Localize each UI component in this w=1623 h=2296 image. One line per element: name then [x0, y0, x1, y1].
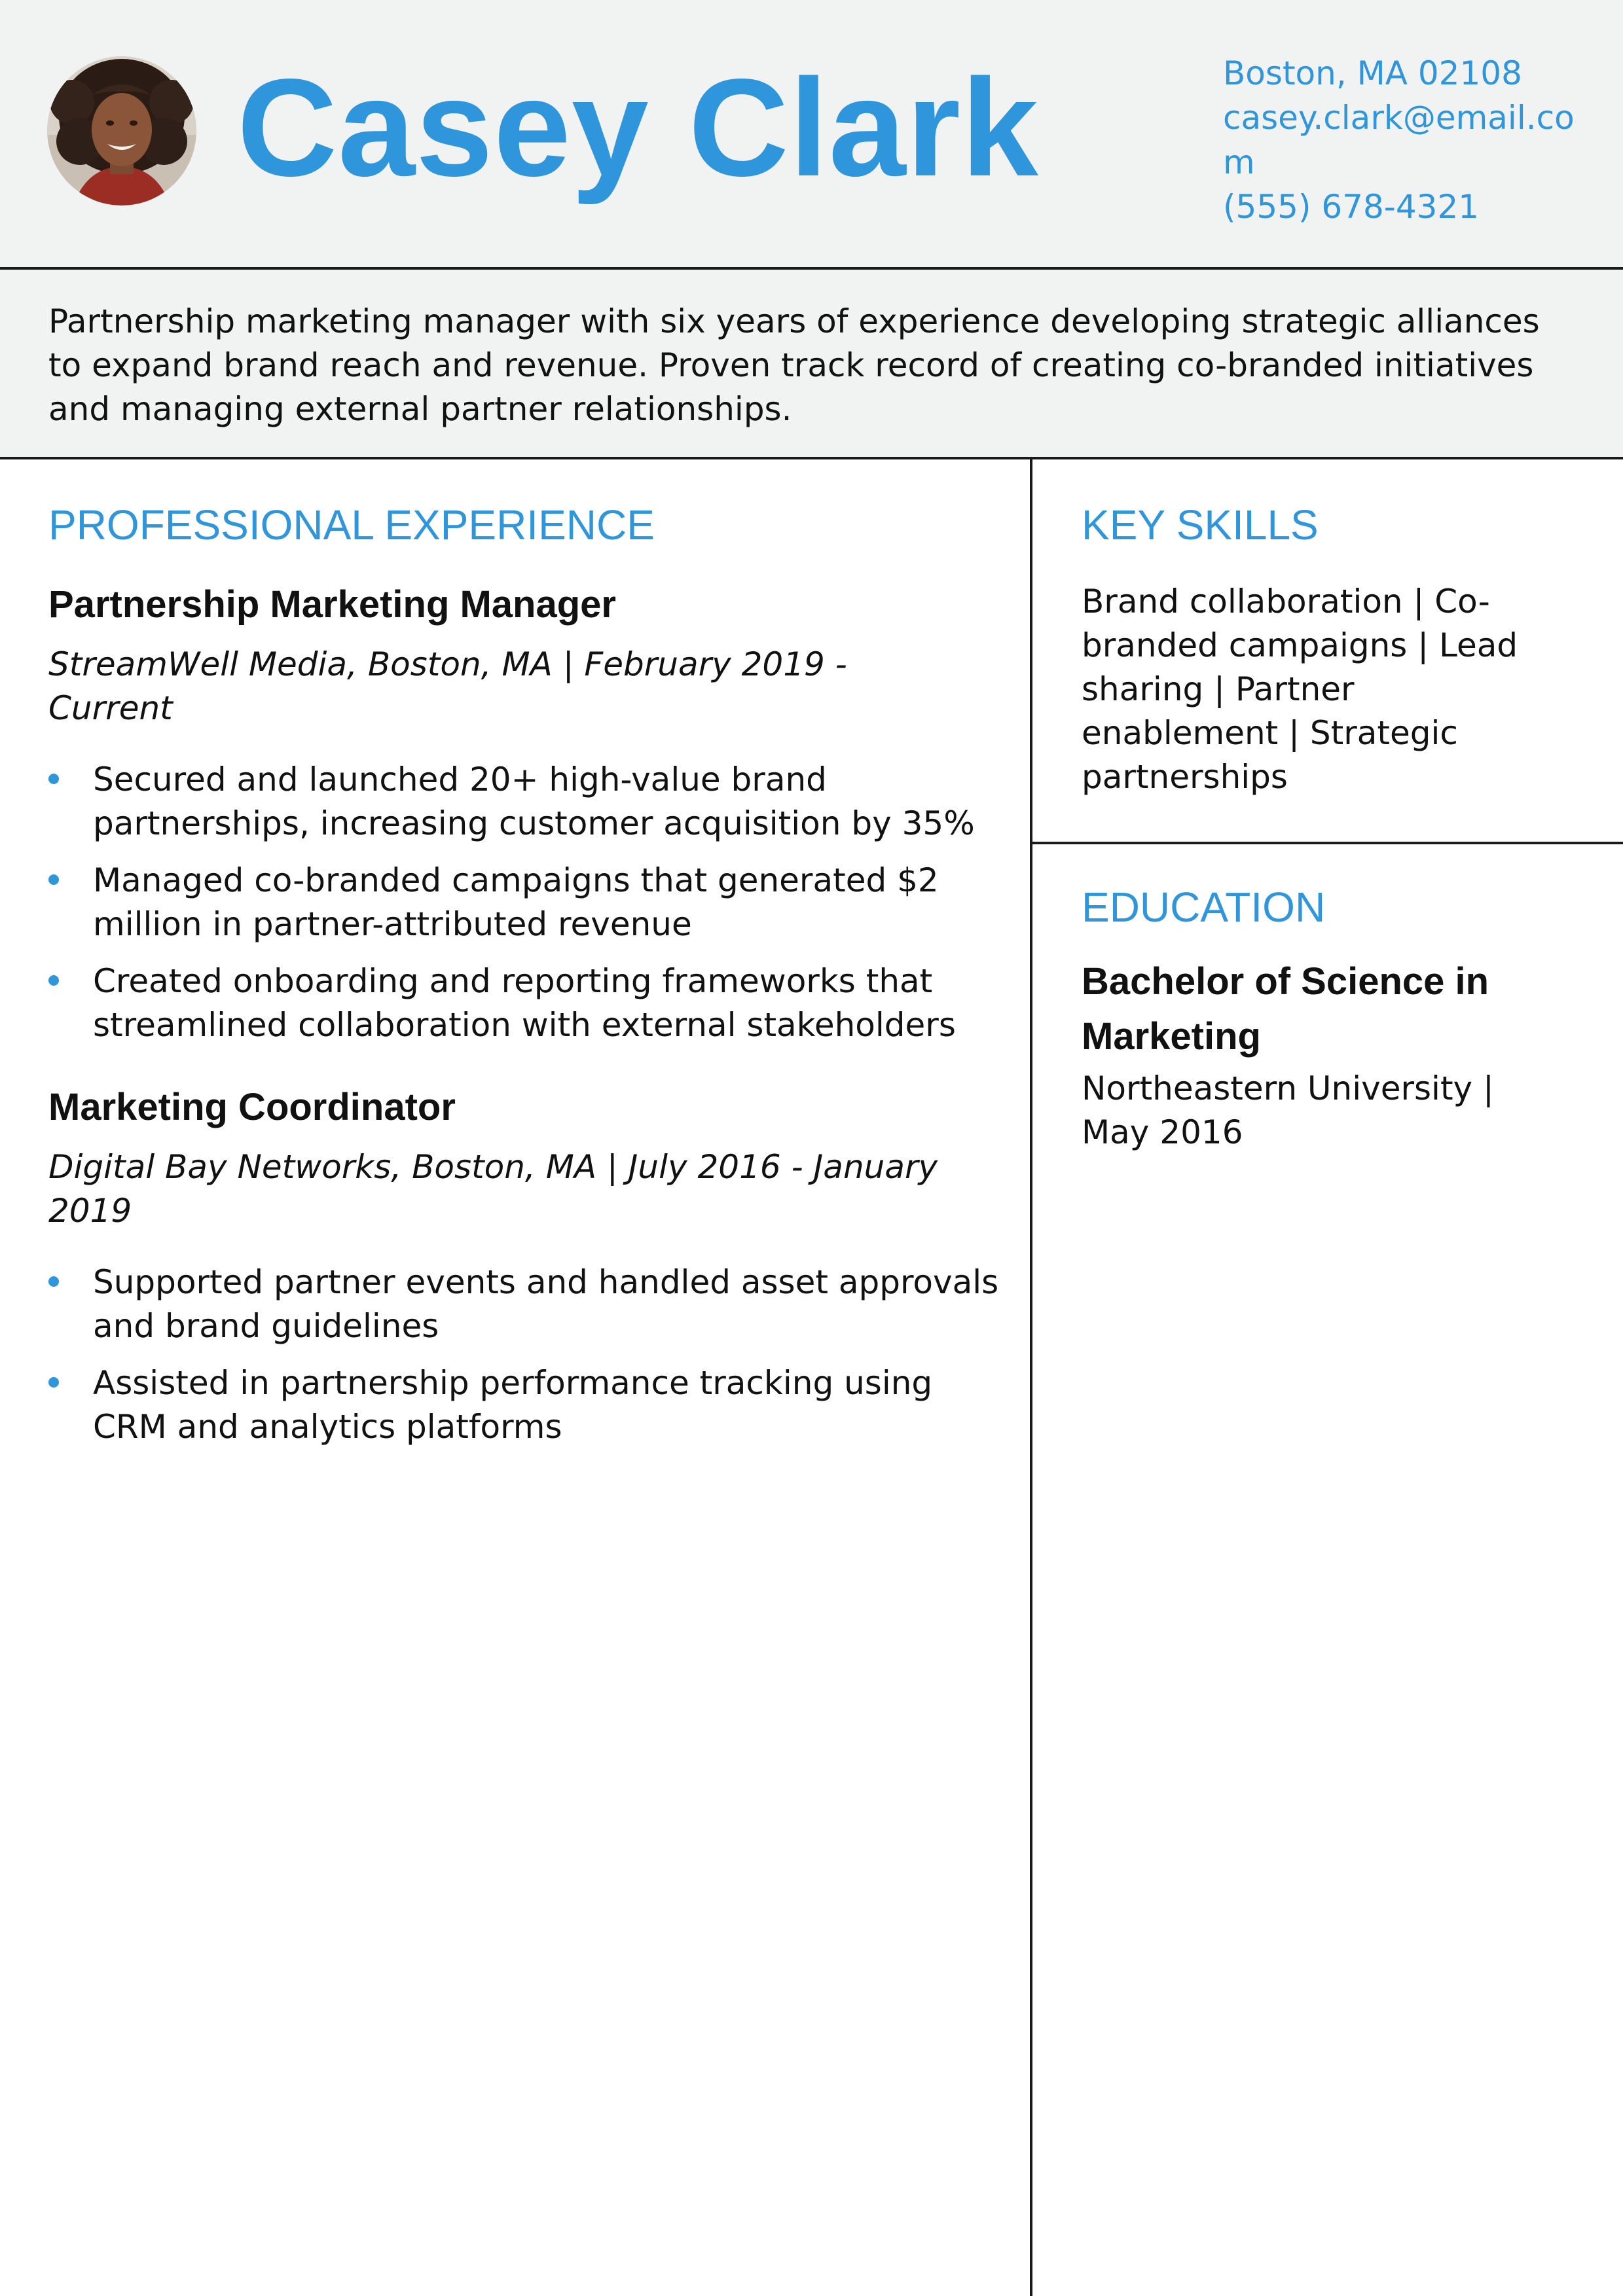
list-item [48, 960, 1004, 1047]
job-meta: StreamWell Media, Boston, MA | February 2019 - Current [48, 645, 847, 727]
candidate-name: Casey Clark [237, 50, 1039, 205]
list-item [48, 859, 1004, 946]
job-entry [48, 1084, 1004, 1449]
section-divider [1032, 842, 1623, 844]
summary-section [0, 270, 1623, 459]
bullet-text: Assisted in partnership performance tracking using CRM and analytics platforms [93, 1364, 933, 1446]
resume-header [0, 0, 1623, 270]
job-title: Marketing Coordinator [48, 1086, 456, 1128]
contact-email[interactable]: casey.clark@email.com [1223, 99, 1575, 181]
education-heading: EDUCATION [1082, 884, 1326, 931]
experience-heading: PROFESSIONAL EXPERIENCE [48, 501, 655, 548]
bullet-dot-icon [48, 874, 59, 885]
bullet-text: Managed co-branded campaigns that generated $2 million in partner-attributed revenue [93, 861, 939, 943]
contact-phone[interactable]: (555) 678-4321 [1223, 188, 1480, 226]
skills-heading: KEY SKILLS [1082, 501, 1319, 548]
summary-text: Partnership marketing manager with six years of experience developing strategic alliances to expand brand reach and revenue. Proven track record of creating co-branded initiatives and managing external partner relationships. [48, 302, 1540, 428]
column-divider [1030, 459, 1032, 2296]
job-meta: Digital Bay Networks, Boston, MA | July 2016 - January 2019 [48, 1148, 938, 1230]
experience-section [48, 497, 1004, 1462]
bullet-dot-icon [48, 975, 59, 986]
job-bullets [48, 758, 1004, 1047]
bullet-text: Secured and launched 20+ high-value brand partnerships, increasing customer acquisition by 35% [93, 761, 975, 842]
contact-info [1223, 51, 1577, 229]
list-item [48, 758, 1004, 846]
job-entry [48, 581, 1004, 1047]
profile-photo [47, 56, 196, 206]
skills-section [1082, 497, 1579, 799]
education-section [1082, 880, 1579, 1155]
skills-text: Brand collaboration | Co-branded campaigns | Lead sharing | Partner enablement | Strategic partnerships [1082, 583, 1518, 796]
list-item [48, 1261, 1004, 1348]
bullet-dot-icon [48, 1377, 59, 1388]
job-bullets [48, 1261, 1004, 1449]
list-item [48, 1361, 1004, 1449]
contact-location: Boston, MA 02108 [1223, 54, 1522, 92]
job-title: Partnership Marketing Manager [48, 583, 616, 626]
school-info: Northeastern University | May 2016 [1082, 1069, 1494, 1151]
bullet-text: Created onboarding and reporting frameworks that streamlined collaboration with external stakeholders [93, 962, 956, 1044]
profile-photo-illustration [47, 56, 196, 206]
degree-title: Bachelor of Science in Marketing [1082, 960, 1489, 1058]
bullet-text: Supported partner events and handled asset approvals and brand guidelines [93, 1263, 999, 1345]
bullet-dot-icon [48, 774, 59, 784]
bullet-dot-icon [48, 1276, 59, 1287]
